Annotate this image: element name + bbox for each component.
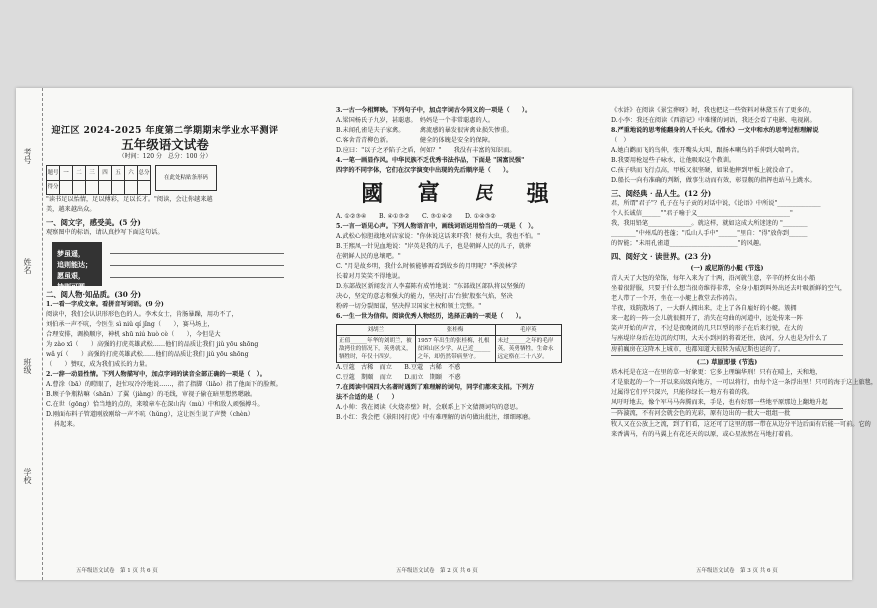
score-input-cell[interactable] bbox=[112, 180, 125, 195]
option: 粉碎一切分裂图谋，坚决捍卫国家主权和领土完整。" bbox=[336, 303, 482, 310]
exam-title: 迎江区 2024-2025 年度第二学期期末学业水平测评 bbox=[51, 126, 279, 136]
option: C.豆蔻 期颐 而立 D.而立 期颐 不惑 bbox=[336, 374, 461, 381]
question: 5.一言一语见心声。下列人物语言中，画线词语运用恰当的一项是（ ）。 bbox=[336, 223, 538, 230]
option: D.东部战区新闻发言人李嘉陈有成竹地说："东部战区部队将以坚强的 bbox=[336, 283, 525, 290]
table-cell: 1957 年出生的张桂梅，扎根贫困山区少学，从已近______之年，却仍然带病坚守。 bbox=[415, 336, 495, 363]
binding-label: 学校 bbox=[23, 468, 32, 484]
question-line: 为 zào xī（ ）高强的打虎英雄武松……他们的品质让我们 jiǔ yōu shōng bbox=[46, 341, 259, 348]
score-table bbox=[46, 165, 151, 195]
binding-margin bbox=[16, 88, 43, 580]
passage-line: 来一起的一阵一会儿就很拥开了，消失在弯曲的河道中，远处传来一阵 bbox=[611, 315, 803, 322]
fill-line[interactable]: 个人长诚信______""君子喻于义______________________________" bbox=[611, 210, 793, 217]
table-header: 刘胡兰 bbox=[337, 325, 416, 336]
passage-line: 笑声开始的声音，不过是夜晚闭的几只巨型的形子在后来行驶，在大的 bbox=[611, 325, 803, 332]
question: 8.严重地说的思考能翻身的人千长火。《滑水》一文中和水的思考过程理解说 bbox=[611, 127, 819, 134]
instruction: 观察图中的标语，请认真抄写下面这句话。 bbox=[46, 229, 164, 236]
passage-line: 青人天了大包的荣饰，每年入来为了十两，沿河就生意，辛辛的杯女出小船 bbox=[611, 275, 816, 282]
option: D.船长一向有准确的判断，做事生动而有效，彰显舰的指挥也站马上跳水。 bbox=[611, 177, 816, 184]
option: B.未闻孔雀是夫子家禽。 禽流感的暴发很害禽业损失惨重。 bbox=[336, 127, 513, 134]
motto-area bbox=[52, 242, 284, 291]
score-header-cell: 一 bbox=[60, 166, 73, 181]
question: 四字的不同字体，它们在汉字演变中出现的先后顺序是（ ）。 bbox=[336, 167, 513, 174]
question: 3.一古一今相辉映。下列句子中，加点字词古今同义的一项是（ ）。 bbox=[336, 107, 532, 114]
question-line: 阅读中，我们会认识形形色色的人。李术女士，肯肠暴躁，用功不了， bbox=[46, 311, 238, 318]
motto-sign bbox=[52, 242, 102, 291]
section-heading: 二、阅人物·知品质。(30 分) bbox=[46, 290, 142, 299]
score-input-cell[interactable] bbox=[60, 180, 73, 195]
section-heading: 一、阅文字，感受美。(5 分) bbox=[46, 218, 141, 227]
fill-line[interactable]: 君，所谓"君子"？孔子在与子贡的对话中说，《论语》中所说"______________ bbox=[611, 200, 821, 207]
passage-line: 与座堤岸身后在边沉的灯明，大天小到河的将着还住，放河，分人也是为什么了 bbox=[611, 334, 843, 345]
option: D.刚面布料子管道刚放刚给一声不吭（hǔng），这让医生说了声赞（chèn） bbox=[46, 411, 254, 418]
option: A.小帅：我在阅读《火烧赤壁》时，会联系上下文猜测词句的意思。 bbox=[336, 404, 522, 411]
question: 7.在阅读中国四大名著时遇到了难理解的词句，同学们都来支招。下列方 bbox=[336, 384, 535, 391]
motto-line: 梦虽遥， bbox=[57, 249, 85, 258]
passage-line: 半夜，戏院散场了，一大群人拥出来，走上了各自雇好的小艇。簇拥 bbox=[611, 305, 797, 312]
option: 决心，坚定的意志和强大的能力，坚决打击'台独'股张气焰，坚决 bbox=[336, 293, 513, 300]
question-line: 刘伯承一声不吭，令医生 sì niǔ qí jǐng（ ），赛马场上， bbox=[46, 321, 214, 328]
binding-label: 考号 bbox=[23, 148, 32, 164]
calligraphy-char: 民 bbox=[474, 183, 493, 204]
binding-label: 班级 bbox=[23, 358, 32, 374]
passage-title: (一) 威尼斯的小艇 (节选) bbox=[690, 265, 764, 272]
option: B.王熙凤一针见血地说："岸英是我的儿子，也是朝鲜人民的儿子，就葬 bbox=[336, 243, 531, 250]
score-input-cell[interactable] bbox=[138, 180, 151, 195]
passage-line: 过属得它们平只深兴，只能你绿长一地方有着的我。 bbox=[611, 389, 754, 396]
page-3-column bbox=[611, 106, 877, 440]
writing-line[interactable] bbox=[110, 242, 284, 254]
option: D.应曰："以子之矛陷子之盾，何如？" 我没有丰富的知识而。 bbox=[336, 147, 516, 154]
table-cell: 正值______年华的刘胡兰，被敌拷住的情况下，英勇就义，牺牲时，年仅十四岁。 bbox=[337, 336, 416, 363]
fill-line[interactable]: 的智能；"未用孔雀道______________________"的风趣。 bbox=[611, 240, 766, 247]
page-1-column bbox=[46, 106, 284, 430]
score-header-cell: 题号 bbox=[47, 166, 60, 181]
page-footer: 五年级语文试卷 第 1 页 共 6 页 bbox=[76, 568, 158, 574]
option: D.小李：我还在阅读《西游记》中难懂的词语，我还会看了电影、电视剧。 bbox=[611, 117, 816, 124]
score-row-label: 得分 bbox=[47, 180, 60, 195]
option: （ ） bbox=[611, 137, 630, 144]
question: 6.一生一世为信仰。阅读优秀人物经历，选择正确的一项是（ ）。 bbox=[336, 313, 525, 320]
option: A. ①②③④ B. ④①③② C. ③①④② D. ①④③② bbox=[336, 213, 496, 220]
page-footer: 五年级语文试卷 第 3 页 共 6 页 bbox=[696, 568, 778, 574]
score-header-cell: 五 bbox=[112, 166, 125, 181]
passage-line: 塔木托是在这一在里的草一好象更：它多上理编华刑！只有在晴上，天和地， bbox=[611, 369, 822, 376]
passage-line: 房前巍房在这降木上城市，也都知道大很转为威尼斯也运的了。 bbox=[611, 345, 843, 356]
passage-title: (二) 草原即景 (节选) bbox=[696, 359, 758, 366]
option: A.梁国杨氏子九岁，甚聪惠。 妈妈是一个非常聪惠的人。 bbox=[336, 117, 495, 124]
table-header: 张桂梅 bbox=[415, 325, 495, 336]
calligraphy-char: 富 bbox=[417, 181, 440, 206]
option: 长着对月笑笑不得地说。 bbox=[336, 273, 405, 280]
option: C.在世（gōng）恰当地的点的，来喷章车在深山沟（mù）中和敌人顽强搏斗。 bbox=[46, 401, 264, 408]
calligraphy-char: 國 bbox=[361, 181, 384, 207]
exam-sheet bbox=[16, 88, 877, 580]
score-header-cell: 总分 bbox=[138, 166, 151, 181]
section-heading: 四、阅好文 · 读世界。(23 分) bbox=[611, 252, 712, 261]
option: C.客舍青青柳色新。 健全的体魄是安全的保障。 bbox=[336, 137, 495, 144]
section-heading: 三、阅经典 · 品人生。(12 分) bbox=[611, 189, 712, 198]
score-input-cell[interactable] bbox=[99, 180, 112, 195]
calligraphy-char: 强 bbox=[526, 181, 549, 206]
option: A.豆蔻 古稀 而立 B.豆蔻 古稀 不惑 bbox=[336, 364, 461, 371]
option: A.她白鹳而飞的鸟伸，张开嘴头大叫，跟扬本喇鸟的手伸到大喘鸣音。 bbox=[611, 147, 804, 154]
score-area bbox=[46, 165, 284, 195]
barcode-box: 在此处粘贴条形码 bbox=[155, 165, 217, 191]
page-2-column bbox=[336, 106, 574, 423]
writing-line[interactable] bbox=[110, 254, 284, 266]
score-input-cell[interactable] bbox=[86, 180, 99, 195]
passage-line: 牧人又在公放上之流，到了们看，这还可了这里的那一带在从边分平边后面有后能一可前。它的 bbox=[611, 421, 871, 428]
passage-line: 风吁吁地去，像个军马马奔腾而来，手是，也有好那一些地平原那边上翻地升起 bbox=[611, 398, 843, 409]
binding-label: 姓名 bbox=[23, 258, 32, 274]
page-footer: 五年级语文试卷 第 2 页 共 6 页 bbox=[396, 568, 478, 574]
fill-line[interactable]: ________"中州瓜的苍蓬；"瓜山人手中"______"里自："得"放你到______ bbox=[611, 230, 808, 237]
question-line: 合理安排，调换顺序，神机 shū niú huò cè（ ），今但是大 bbox=[46, 331, 221, 338]
calligraphy-row bbox=[344, 180, 566, 208]
score-header-cell: 六 bbox=[125, 166, 138, 181]
score-input-cell[interactable] bbox=[125, 180, 138, 195]
option: B.顾子争瓶粘嘛（shān）了翼（jiàng）的毛线，审视子偷在暗里想然嗯融。 bbox=[46, 391, 257, 398]
table-header: 毛岸英 bbox=[495, 325, 562, 336]
option: 《水浒》在阅读《景宝葬呀》时，我也把这一些资料对林黛玉有了更多的， bbox=[611, 107, 816, 114]
copy-lines[interactable] bbox=[110, 242, 284, 286]
hero-table bbox=[336, 324, 562, 363]
intro-line: 美，越来越出众。 bbox=[46, 206, 96, 213]
exam-meta: （时间：120 分 总分：100 分） bbox=[118, 153, 212, 160]
question: 法不合适的是（ ） bbox=[336, 394, 398, 401]
passage-line: 坐着很舒服，只要于什么想当很奇维得非常，全身小船到叫外出还去叶吸新鲜的空气， bbox=[611, 285, 847, 292]
passage-line: 来香满马，有的马翼上有花还天的以原，或心星浓然在马地打着前。 bbox=[611, 431, 797, 438]
question: 1.一看一字成文章。看拼音写词语。(9 分) bbox=[46, 301, 164, 308]
question: 4.一笔一画显作风。中华民族不乏优秀书法作品，下面是 "国富民强" bbox=[336, 157, 525, 164]
score-header-cell: 二 bbox=[73, 166, 86, 181]
question-line: wǎ yí（ ）高强的打虎英雄武松……他们的品质让我们 jiǔ yōu shōng bbox=[46, 351, 249, 358]
motto-line: 追则能达； bbox=[57, 260, 92, 269]
writing-line[interactable] bbox=[110, 266, 284, 278]
grade-title: 五年级语文试卷 bbox=[121, 137, 209, 152]
passage-line: 才是旅起的一个一开以来高级向地方，一可以将行，由每个这一条浮出里！只可的海于这上旅毯， bbox=[611, 379, 877, 386]
score-header-cell: 四 bbox=[99, 166, 112, 181]
table-cell: 未过______之年的毛岸英，英勇牺牲，生命永远定格在二十八岁。 bbox=[495, 336, 562, 363]
option: 在朝鲜人民的息壤吧。" bbox=[336, 253, 401, 260]
option: B.我要用枪逗些子咏水，让他吸取这个教训。 bbox=[611, 157, 736, 164]
motto-line: 持则可圆。 bbox=[57, 282, 92, 291]
score-header-cell: 三 bbox=[86, 166, 99, 181]
option: A.武松心惊胆战地对店家说："你休说这话来吓我！便有大虫，我也不怕。" bbox=[336, 233, 540, 240]
question: 2.一辞一动显性情。下列人物描写中，加点字词的读音全部正确的一项是（ ）。 bbox=[46, 371, 266, 378]
intro-line: "读书足以怡情，足以傅彩，足以长才。"阅读，会让你越来越 bbox=[46, 196, 213, 203]
option: 抖起来。 bbox=[54, 421, 79, 428]
fill-line[interactable]: 我，我用铅笔______________。就这样，就如这成大所迷迷的 "________ bbox=[611, 220, 808, 227]
motto-line: 愿虽艰， bbox=[57, 271, 85, 280]
passage-line: 老人带了一个开，坐在一小艇上教堂去作祷告。 bbox=[611, 295, 741, 302]
option: C. "月是故乡明，我什么时候能够再看到故乡的月明呢？"季羡林学 bbox=[336, 263, 518, 270]
option: A.曹涂（bā）的瞪眼了，赶忙叹冷冷地说……，指了指脚（liǎo）指了他面下的脸颊。 bbox=[46, 381, 282, 388]
question-line: （ ）赞叹，成为我们成长的力量。 bbox=[46, 361, 152, 368]
passage-line: 一阵漩流，不有河会就会色的光彩，原有边出的一批大一组组一批 bbox=[611, 409, 843, 420]
option: B.小红：我会把《景阳冈打虎》中有难理解的语句做出批注，细细琢磨。 bbox=[336, 414, 535, 421]
option: C.孩子哄而飞行点高，甲板又很坚硬，如果他摔到甲板上就没命了。 bbox=[611, 167, 797, 174]
score-input-cell[interactable] bbox=[73, 180, 86, 195]
